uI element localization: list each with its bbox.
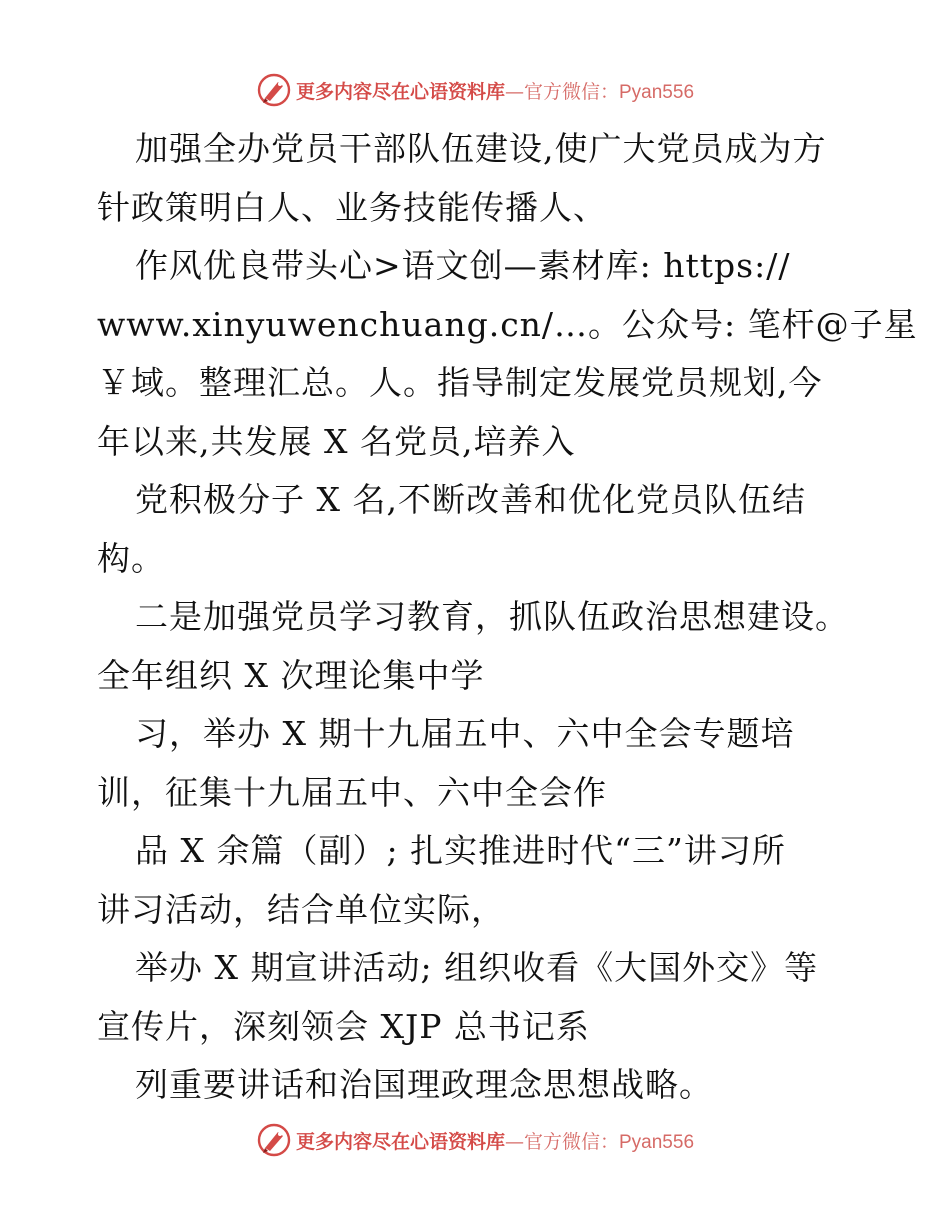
text-line: 训，征集十九届五中、六中全会作	[97, 772, 607, 812]
header-watermark	[0, 70, 950, 110]
text-line: 习，举办 X 期十九届五中、六中全会专题培	[135, 714, 795, 753]
footer-watermark	[0, 1120, 950, 1160]
watermark-text	[296, 77, 694, 104]
watermark-dash: —	[504, 80, 524, 103]
text-line: 党积极分子 X 名,不断改善和优化党员队伍结	[135, 480, 806, 519]
text-line: www.xinyuwenchuang.cn/…。公众号: 笔杆@子星	[97, 304, 918, 344]
text-line: 全年组织 X 次理论集中学	[97, 655, 485, 695]
watermark-dash: —	[504, 1130, 524, 1153]
text-line: 构。	[97, 538, 165, 578]
text-line: 作风优良带头心>语文创—素材库: https://	[135, 246, 791, 285]
text-line: 宣传片，深刻领会 XJP 总书记系	[97, 1006, 590, 1046]
watermark-brand: 更多内容尽在心语资料库	[295, 80, 505, 103]
text-line: ￥域。整理汇总。人。指导制定发展党员规划,今	[97, 363, 823, 402]
watermark-label: 官方微信：	[523, 80, 619, 103]
watermark-handle: Pyan556	[619, 1131, 695, 1153]
text-line: 加强全办党员干部队伍建设,使广大党员成为方	[135, 129, 827, 168]
pen-logo-icon	[256, 72, 292, 108]
text-line: 二是加强党员学习教育，抓队伍政治思想建设。	[135, 597, 849, 636]
watermark-handle: Pyan556	[619, 81, 695, 103]
text-line: 品 X 余篇（副）; 扎实推进时代“三”讲习所	[135, 831, 786, 870]
watermark-brand: 更多内容尽在心语资料库	[295, 1130, 505, 1153]
text-line: 举办 X 期宣讲活动; 组织收看《大国外交》等	[135, 948, 819, 987]
text-line: 针政策明白人、业务技能传播人、	[97, 187, 607, 227]
text-line: 讲习活动，结合单位实际，	[97, 889, 505, 929]
watermark-label: 官方微信：	[523, 1130, 619, 1153]
pen-logo-icon	[256, 1122, 292, 1158]
watermark-text	[296, 1127, 694, 1154]
text-line: 列重要讲话和治国理政理念思想战略。	[135, 1065, 713, 1104]
text-line: 年以来,共发展 X 名党员,培养入	[97, 421, 576, 461]
document-body	[97, 120, 918, 1115]
